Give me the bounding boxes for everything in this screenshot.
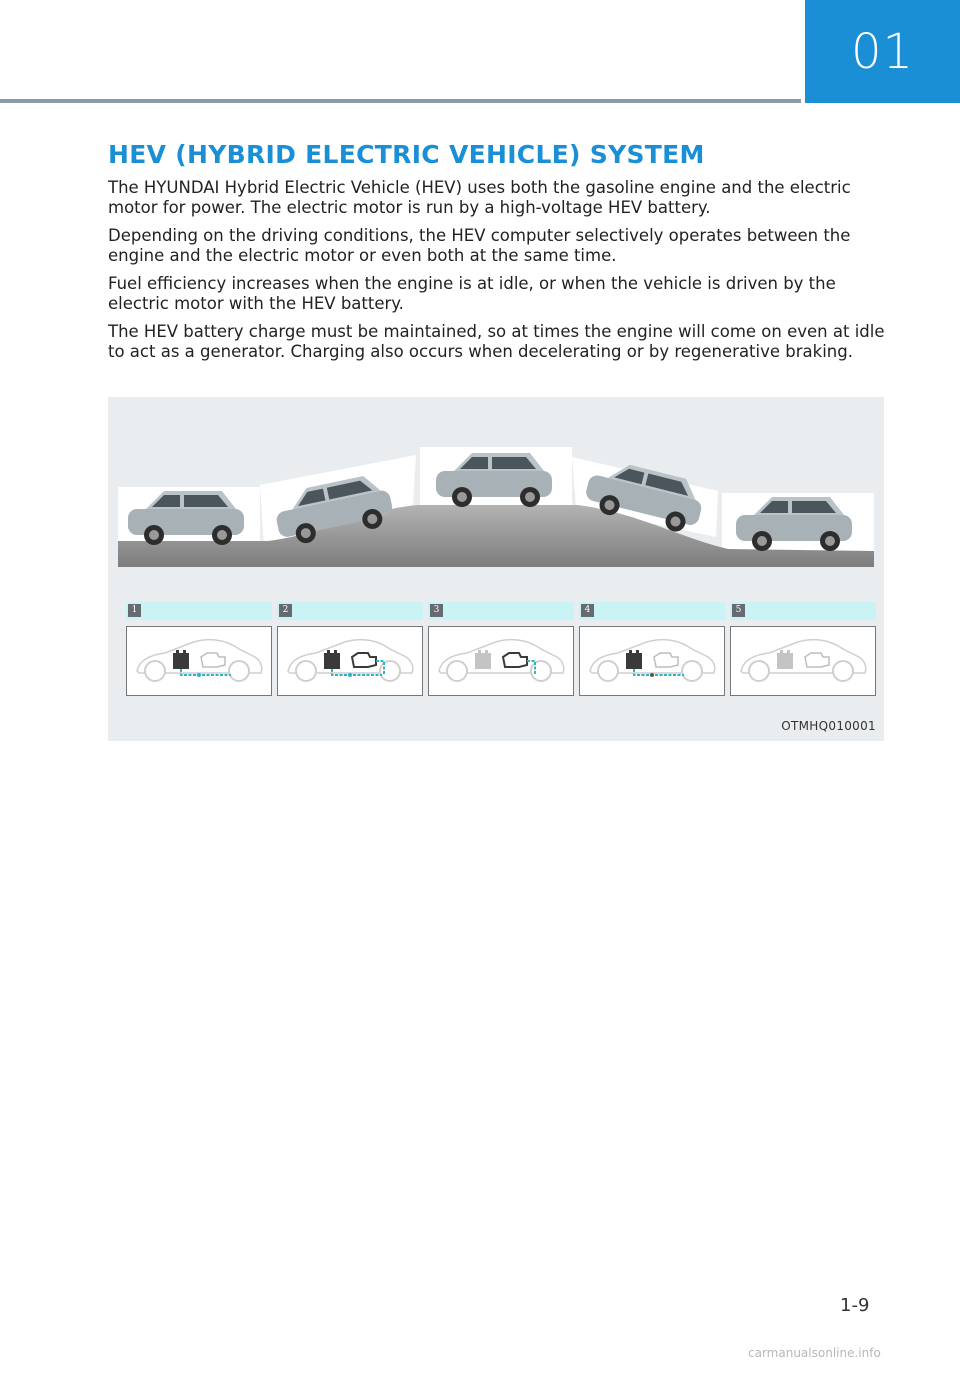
wheel-icon xyxy=(229,661,249,681)
page-number: 1-9 xyxy=(840,1295,870,1316)
battery-icon xyxy=(173,650,189,669)
engine-icon xyxy=(503,653,527,667)
mode-panel xyxy=(277,602,423,696)
mode-diagram xyxy=(730,626,876,696)
engine-icon xyxy=(805,653,829,667)
mode-diagram xyxy=(277,626,423,696)
section-title: HEV (HYBRID ELECTRIC VEHICLE) SYSTEM xyxy=(108,140,705,169)
driving-scene-illustration xyxy=(118,437,874,567)
paragraph: The HEV battery charge must be maintained, so at times the engine will come on even at idle to act as a generator. Charging also occurs when decelerating or by regenerative braking. xyxy=(108,322,885,361)
power-flow-line xyxy=(181,669,231,675)
wheel-icon xyxy=(447,661,467,681)
mode-panel xyxy=(428,602,574,696)
mode-header-bar xyxy=(730,602,876,620)
wheel-icon xyxy=(833,661,853,681)
mode-number: 1 xyxy=(128,604,141,617)
battery-icon xyxy=(626,650,642,669)
header-rule xyxy=(0,99,801,103)
wheel-icon xyxy=(598,661,618,681)
wheel-icon xyxy=(296,661,316,681)
paragraph: The HYUNDAI Hybrid Electric Vehicle (HEV) uses both the gasoline engine and the electric motor for power. The electric motor is run by a high-voltage HEV battery. xyxy=(108,178,851,217)
body-text xyxy=(108,178,888,370)
mode-header-bar xyxy=(428,602,574,620)
engine-icon xyxy=(654,653,678,667)
footer-watermark: carmanualsonline.info xyxy=(748,1346,881,1360)
mode-number: 2 xyxy=(279,604,292,617)
mode-header-bar xyxy=(277,602,423,620)
wheel-icon xyxy=(749,661,769,681)
mode-number: 5 xyxy=(732,604,745,617)
regen-flow-line xyxy=(634,669,684,675)
mode-diagram xyxy=(428,626,574,696)
engine-icon xyxy=(201,653,225,667)
battery-icon xyxy=(475,650,491,669)
engine-icon xyxy=(352,653,376,667)
mode-diagram xyxy=(579,626,725,696)
mode-panel xyxy=(579,602,725,696)
mode-panel xyxy=(126,602,272,696)
mode-diagram xyxy=(126,626,272,696)
chapter-tab: 01 xyxy=(805,0,960,103)
mode-header-bar xyxy=(579,602,725,620)
mode-panel xyxy=(730,602,876,696)
paragraph: Fuel efficiency increases when the engine is at idle, or when the vehicle is driven by the electric motor with the HEV battery. xyxy=(108,274,836,313)
power-flow-line xyxy=(332,669,382,675)
battery-icon xyxy=(777,650,793,669)
mode-number: 4 xyxy=(581,604,594,617)
wheel-icon xyxy=(682,661,702,681)
mode-header-bar xyxy=(126,602,272,620)
paragraph: Depending on the driving conditions, the HEV computer selectively operates between the engine and the electric motor or even both at the same time. xyxy=(108,226,851,265)
figure-code: OTMHQ010001 xyxy=(781,719,876,733)
battery-icon xyxy=(324,650,340,669)
mode-number: 3 xyxy=(430,604,443,617)
wheel-icon xyxy=(145,661,165,681)
hev-figure xyxy=(108,397,884,741)
